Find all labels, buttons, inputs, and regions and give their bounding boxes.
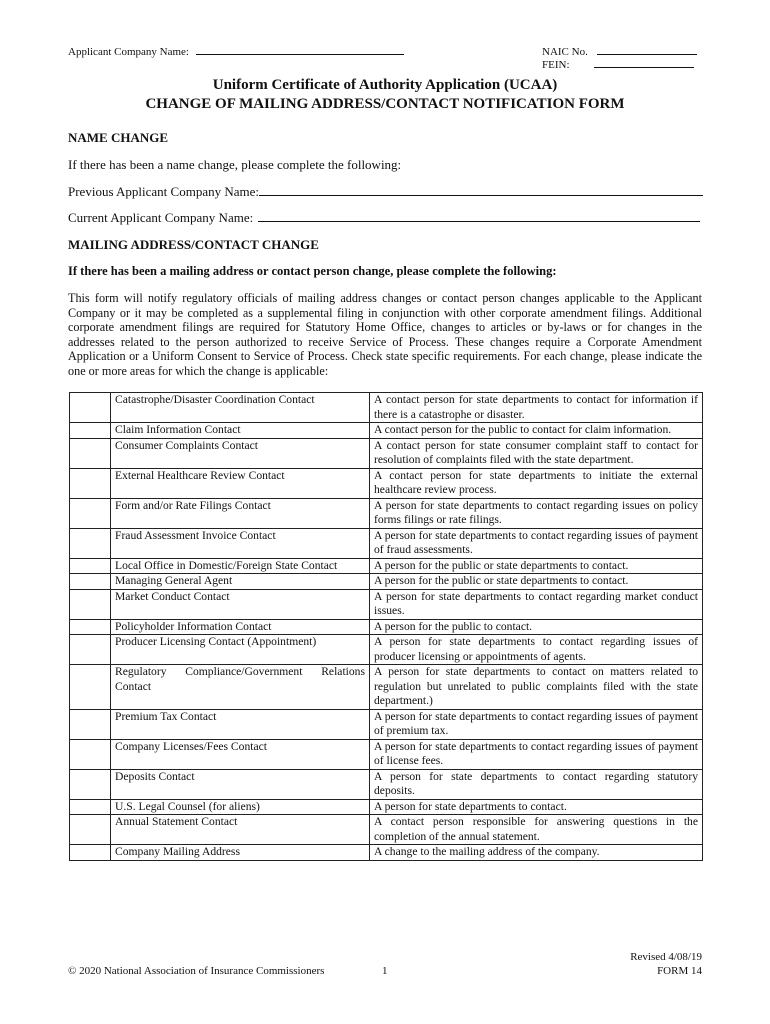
contact-description-cell: A person for state departments to contact regarding issues on policy forms filings or rate filings.: [370, 498, 703, 528]
contact-type-cell: Policyholder Information Contact: [111, 619, 370, 635]
contact-description-cell: A contact person for the public to contact for claim information.: [370, 423, 703, 439]
checkbox-cell[interactable]: [70, 799, 111, 815]
contact-description-cell: A person for the public or state departments to contact.: [370, 574, 703, 590]
table-row: [70, 423, 703, 439]
fein-row: [542, 59, 694, 71]
contact-type-cell: Company Licenses/Fees Contact: [111, 739, 370, 769]
checkbox-cell[interactable]: [70, 635, 111, 665]
table-row: [70, 815, 703, 845]
contact-type-cell: Fraud Assessment Invoice Contact: [111, 528, 370, 558]
footer-form-number: FORM 14: [657, 965, 702, 977]
checkbox-cell[interactable]: [70, 769, 111, 799]
contact-description-cell: A person for state departments to contact.: [370, 799, 703, 815]
contact-type-cell: Company Mailing Address: [111, 845, 370, 861]
contact-description-cell: A person for state departments to contact regarding issues of producer licensing or appointments of agents.: [370, 635, 703, 665]
current-name-field[interactable]: [258, 221, 700, 222]
contacts-table: [69, 392, 703, 861]
contact-description-cell: A person for state departments to contact on matters related to regulation but unrelated to public complaints filed with the state department.): [370, 665, 703, 710]
contact-description-cell: A contact person for state departments to initiate the external healthcare review process.: [370, 468, 703, 498]
table-row: [70, 468, 703, 498]
checkbox-cell[interactable]: [70, 498, 111, 528]
table-row: [70, 635, 703, 665]
fein-field[interactable]: [594, 67, 694, 68]
name-change-heading: NAME CHANGE: [68, 130, 169, 145]
table-row: [70, 438, 703, 468]
table-row: [70, 769, 703, 799]
contact-type-cell: Form and/or Rate Filings Contact: [111, 498, 370, 528]
contact-description-cell: A change to the mailing address of the company.: [370, 845, 703, 861]
checkbox-cell[interactable]: [70, 423, 111, 439]
checkbox-cell[interactable]: [70, 619, 111, 635]
table-row: [70, 498, 703, 528]
table-row: [70, 558, 703, 574]
contact-type-cell: Premium Tax Contact: [111, 709, 370, 739]
contact-type-cell: Producer Licensing Contact (Appointment): [111, 635, 370, 665]
mailing-heading: MAILING ADDRESS/CONTACT CHANGE: [68, 237, 319, 252]
mailing-paragraph: This form will notify regulatory officials of mailing address changes or contact person changes applicable to the Applicant Company or it may be completed as a supplemental filing in conjunction with other corporate amendment filings. Additional corporate amendment filings are required for Statutory Home Office, changes to articles or by-laws or for changes in the addresses related to the person authorized to receive Service of Process. These changes require a Corporate Amendment Application or a Uniform Consent to Service of Process. Check state specific requirements. For each change, please indicate the one or more areas for which the change is applicable:: [68, 291, 702, 378]
contact-description-cell: A person for state departments to contact regarding statutory deposits.: [370, 769, 703, 799]
contact-description-cell: A person for state departments to contact regarding issues of payment of premium tax.: [370, 709, 703, 739]
contact-type-cell: Market Conduct Contact: [111, 589, 370, 619]
checkbox-cell[interactable]: [70, 589, 111, 619]
naic-field[interactable]: [597, 54, 697, 55]
footer-revised: Revised 4/08/19: [630, 951, 702, 963]
table-row: [70, 739, 703, 769]
footer-page-number: 1: [382, 965, 388, 977]
applicant-company-label: Applicant Company Name:: [68, 46, 189, 58]
contact-type-cell: Catastrophe/Disaster Coordination Contact: [111, 393, 370, 423]
checkbox-cell[interactable]: [70, 393, 111, 423]
table-row: [70, 574, 703, 590]
naic-row: [542, 46, 697, 58]
footer-copyright: © 2020 National Association of Insurance Commissioners: [68, 965, 325, 977]
checkbox-cell[interactable]: [70, 665, 111, 710]
checkbox-cell[interactable]: [70, 815, 111, 845]
contact-description-cell: A contact person for state consumer complaint staff to contact for resolution of complaints filed with the state department.: [370, 438, 703, 468]
contact-description-cell: A person for state departments to contact regarding issues of payment of fraud assessments.: [370, 528, 703, 558]
fein-label: FEIN:: [542, 59, 570, 71]
naic-label: NAIC No.: [542, 46, 588, 58]
applicant-company-field[interactable]: [196, 54, 404, 55]
form-title: Uniform Certificate of Authority Application (UCAA): [212, 77, 558, 93]
applicant-company-row: [68, 46, 404, 58]
checkbox-cell[interactable]: [70, 739, 111, 769]
contact-type-cell: Local Office in Domestic/Foreign State Contact: [111, 558, 370, 574]
mailing-subheading: If there has been a mailing address or contact person change, please complete the following:: [68, 264, 557, 278]
table-row: [70, 589, 703, 619]
table-row: [70, 799, 703, 815]
contact-description-cell: A person for the public or state departments to contact.: [370, 558, 703, 574]
contact-type-cell: Regulatory Compliance/Government Relations Contact: [111, 665, 370, 710]
checkbox-cell[interactable]: [70, 528, 111, 558]
table-row: [70, 393, 703, 423]
current-name-row: [68, 210, 700, 226]
contact-type-cell: Claim Information Contact: [111, 423, 370, 439]
table-row: [70, 709, 703, 739]
contact-type-cell: Managing General Agent: [111, 574, 370, 590]
contact-description-cell: A person for state departments to contact regarding market conduct issues.: [370, 589, 703, 619]
current-name-label: Current Applicant Company Name:: [68, 210, 254, 225]
checkbox-cell[interactable]: [70, 438, 111, 468]
table-row: [70, 619, 703, 635]
contact-type-cell: Deposits Contact: [111, 769, 370, 799]
contact-description-cell: A contact person for state departments to contact for information if there is a catastrophe or disaster.: [370, 393, 703, 423]
contact-description-cell: A person for state departments to contact regarding issues of payment of license fees.: [370, 739, 703, 769]
name-change-intro: If there has been a name change, please complete the following:: [68, 157, 402, 172]
checkbox-cell[interactable]: [70, 558, 111, 574]
checkbox-cell[interactable]: [70, 709, 111, 739]
previous-name-row: [68, 184, 703, 200]
contact-type-cell: External Healthcare Review Contact: [111, 468, 370, 498]
contact-type-cell: Annual Statement Contact: [111, 815, 370, 845]
form-subtitle: CHANGE OF MAILING ADDRESS/CONTACT NOTIFICATION FORM: [145, 96, 625, 112]
contact-type-cell: U.S. Legal Counsel (for aliens): [111, 799, 370, 815]
checkbox-cell[interactable]: [70, 468, 111, 498]
table-row: [70, 528, 703, 558]
previous-name-field[interactable]: [259, 195, 703, 196]
contact-type-cell: Consumer Complaints Contact: [111, 438, 370, 468]
table-row: [70, 665, 703, 710]
contacts-table-body: [70, 393, 703, 861]
table-row: [70, 845, 703, 861]
checkbox-cell[interactable]: [70, 845, 111, 861]
contact-description-cell: A person for the public to contact.: [370, 619, 703, 635]
previous-name-label: Previous Applicant Company Name:: [68, 184, 260, 199]
checkbox-cell[interactable]: [70, 574, 111, 590]
contact-description-cell: A contact person responsible for answering questions in the completion of the annual statement.: [370, 815, 703, 845]
